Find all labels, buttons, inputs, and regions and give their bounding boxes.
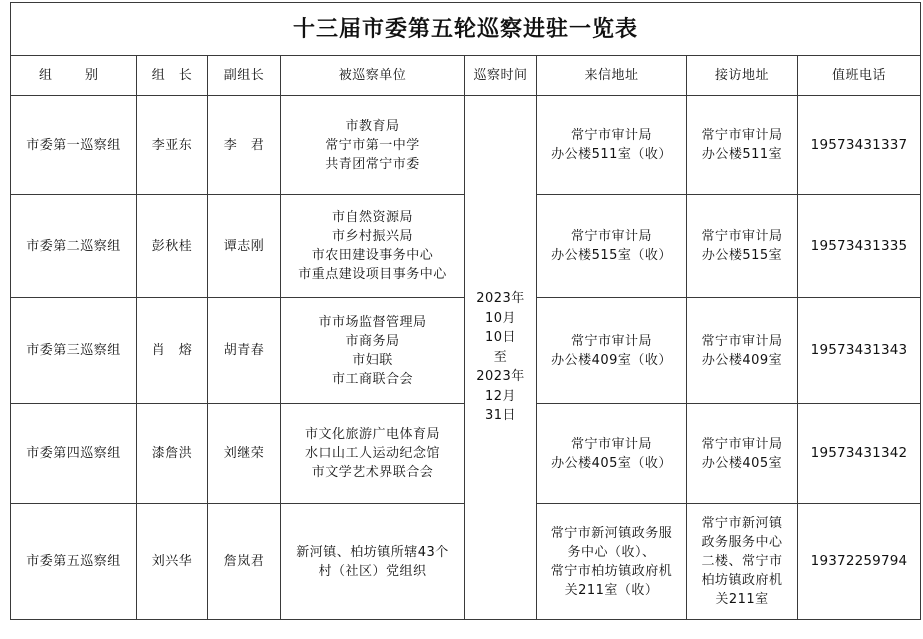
group-cell: 市委第三巡察组 (11, 298, 137, 404)
period-line: 2023年 (476, 369, 525, 385)
period-line: 31日 (484, 408, 517, 424)
mail-line: 常宁市审计局 (570, 333, 652, 349)
visit-line: 常宁市新河镇 (701, 516, 783, 531)
page-title: 十三届市委第五轮巡察进驻一览表 (11, 3, 921, 56)
period-line: 2023年 (476, 291, 525, 307)
group-cell: 市委第四巡察组 (11, 404, 137, 504)
units-cell (281, 404, 465, 504)
units-cell (281, 195, 465, 298)
unit-line: 村（社区）党组织 (318, 563, 427, 579)
mail-line: 办公楼405室（收） (551, 455, 672, 471)
deputy-cell: 胡青春 (208, 298, 281, 404)
visit-line: 政务服务中心 (701, 535, 783, 550)
period-cell (465, 96, 537, 620)
visit-address-cell (687, 404, 798, 504)
visit-address-cell (687, 298, 798, 404)
period-line: 10月 (484, 310, 517, 326)
phone-cell: 19372259794 (798, 504, 921, 620)
phone-cell: 19573431337 (798, 96, 921, 195)
unit-line: 市农田建设事务中心 (311, 248, 434, 263)
unit-line: 水口山工人运动纪念馆 (304, 446, 440, 461)
deputy-cell: 詹岚君 (208, 504, 281, 620)
leader-cell: 李亚东 (137, 96, 208, 195)
phone-cell: 19573431343 (798, 298, 921, 404)
mail-address-cell (537, 404, 687, 504)
group-cell: 市委第二巡察组 (11, 195, 137, 298)
header-visit-address: 接访地址 (687, 56, 798, 96)
mail-address-cell (537, 298, 687, 404)
unit-line: 共青团常宁市委 (325, 156, 420, 172)
visit-address-cell (687, 96, 798, 195)
visit-address-cell (687, 504, 798, 620)
leader-cell: 漆詹洪 (137, 404, 208, 504)
units-cell (281, 298, 465, 404)
title-row (11, 3, 921, 56)
unit-line: 常宁市第一中学 (325, 137, 420, 153)
deputy-cell: 谭志刚 (208, 195, 281, 298)
header-units: 被巡察单位 (281, 56, 465, 96)
mail-line: 常宁市审计局 (570, 229, 652, 244)
inspection-table (10, 2, 921, 620)
unit-line: 新河镇、柏坊镇所辖43个 (296, 544, 449, 560)
deputy-cell: 李 君 (208, 96, 281, 195)
leader-cell: 肖 熔 (137, 298, 208, 404)
mail-line: 务中心（收）、 (567, 544, 656, 560)
header-phone: 值班电话 (798, 56, 921, 96)
visit-line: 办公楼405室 (701, 455, 783, 471)
units-cell (281, 96, 465, 195)
unit-line: 市市场监督管理局 (318, 314, 427, 330)
group-cell: 市委第一巡察组 (11, 96, 137, 195)
period-line: 12月 (484, 388, 517, 404)
visit-line: 二楼、常宁市 (701, 554, 783, 569)
visit-line: 柏坊镇政府机 (701, 573, 783, 588)
visit-line: 常宁市审计局 (701, 436, 783, 452)
period-line: 10日 (484, 330, 517, 346)
deputy-cell: 刘继荣 (208, 404, 281, 504)
visit-line: 常宁市审计局 (701, 128, 783, 143)
mail-line: 办公楼511室（收） (551, 147, 672, 162)
units-cell (281, 504, 465, 620)
visit-line: 关211室 (715, 592, 769, 607)
mail-line: 关211室（收） (564, 582, 659, 598)
visit-line: 办公楼515室 (701, 248, 783, 263)
visit-line: 办公楼511室 (701, 147, 783, 162)
mail-line: 常宁市新河镇政务服 (550, 525, 673, 541)
leader-cell: 彭秋桂 (137, 195, 208, 298)
unit-line: 市商务局 (345, 333, 400, 349)
header-group: 组 别 (11, 56, 137, 96)
mail-address-cell (537, 96, 687, 195)
visit-address-cell (687, 195, 798, 298)
header-mail-address: 来信地址 (537, 56, 687, 96)
leader-cell: 刘兴华 (137, 504, 208, 620)
unit-line: 市工商联合会 (331, 371, 413, 387)
visit-line: 常宁市审计局 (701, 333, 783, 349)
header-row (11, 56, 921, 96)
mail-address-cell (537, 195, 687, 298)
mail-line: 办公楼409室（收） (551, 352, 672, 368)
phone-cell: 19573431335 (798, 195, 921, 298)
mail-line: 常宁市审计局 (570, 436, 652, 452)
unit-line: 市乡村振兴局 (331, 229, 413, 244)
mail-address-cell (537, 504, 687, 620)
unit-line: 市教育局 (345, 118, 400, 134)
visit-line: 常宁市审计局 (701, 229, 783, 244)
unit-line: 市自然资源局 (331, 210, 413, 225)
table-row (11, 96, 921, 195)
group-cell: 市委第五巡察组 (11, 504, 137, 620)
unit-line: 市文学艺术界联合会 (311, 465, 434, 480)
mail-line: 常宁市审计局 (570, 128, 652, 143)
mail-line: 办公楼515室（收） (551, 248, 672, 263)
unit-line: 市文化旅游广电体育局 (304, 427, 440, 442)
phone-cell: 19573431342 (798, 404, 921, 504)
visit-line: 办公楼409室 (701, 352, 783, 368)
period-line: 至 (493, 349, 508, 365)
unit-line: 市重点建设项目事务中心 (298, 267, 447, 282)
header-period: 巡察时间 (465, 56, 537, 96)
unit-line: 市妇联 (352, 352, 393, 368)
header-leader: 组 长 (137, 56, 208, 96)
mail-line: 常宁市柏坊镇政府机 (550, 563, 673, 579)
header-deputy: 副组长 (208, 56, 281, 96)
